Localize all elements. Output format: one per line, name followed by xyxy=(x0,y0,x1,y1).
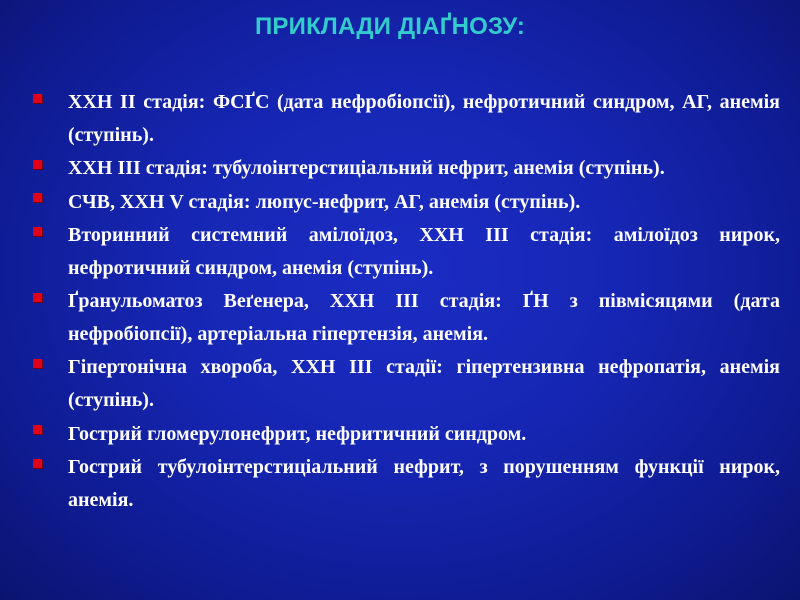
bullet-square-icon xyxy=(33,293,42,302)
bullet-square-icon xyxy=(33,227,42,236)
list-item-text: ХХН ІІІ стадія: тубулоінтерстиціальний нефрит, анемія (ступінь). xyxy=(68,157,665,179)
bullet-square-icon xyxy=(33,94,42,103)
list-item xyxy=(33,219,780,285)
list-item-text: Гострий тубулоінтерстиціальний нефрит, з порушенням функції нирок, анемія. xyxy=(68,456,780,511)
bullet-square-icon xyxy=(33,193,42,202)
bullet-square-icon xyxy=(33,425,42,434)
bullet-square-icon xyxy=(33,459,42,468)
list-item xyxy=(33,417,780,451)
list-item-text: Гіпертонічна хвороба, ХХН ІІІ стадії: гіпертензивна нефропатія, анемія (ступінь). xyxy=(68,356,780,411)
diagnosis-list xyxy=(33,86,780,517)
bullet-square-icon xyxy=(33,160,42,169)
list-item xyxy=(33,451,780,517)
list-item-text: Вторинний системний амілоїдоз, ХХН ІІІ стадія: амілоїдоз нирок, нефротичний синдром, анемія (ступінь). xyxy=(68,224,780,279)
list-item-text: ХХН ІІ стадія: ФСҐС (дата нефробіопсії), нефротичний синдром, АГ, анемія (ступінь). xyxy=(68,91,780,146)
list-item xyxy=(33,185,780,219)
list-item-text: Гострий гломерулонефрит, нефритичний синдром. xyxy=(68,423,527,445)
list-item xyxy=(33,351,780,417)
slide-title: ПРИКЛАДИ ДІАҐНОЗУ: xyxy=(254,13,526,40)
list-item-text: Ґранульоматоз Веґенера, ХХН ІІІ стадія: ҐН з півмісяцями (дата нефробіопсії), артеріальна гіпертензія, анемія. xyxy=(68,290,780,345)
list-item xyxy=(33,152,780,185)
list-item-text: СЧВ, ХХН V стадія: люпус-нефрит, АГ, анемія (ступінь). xyxy=(68,191,581,213)
bullet-square-icon xyxy=(33,359,42,368)
list-item xyxy=(33,86,780,152)
list-item xyxy=(33,285,780,351)
